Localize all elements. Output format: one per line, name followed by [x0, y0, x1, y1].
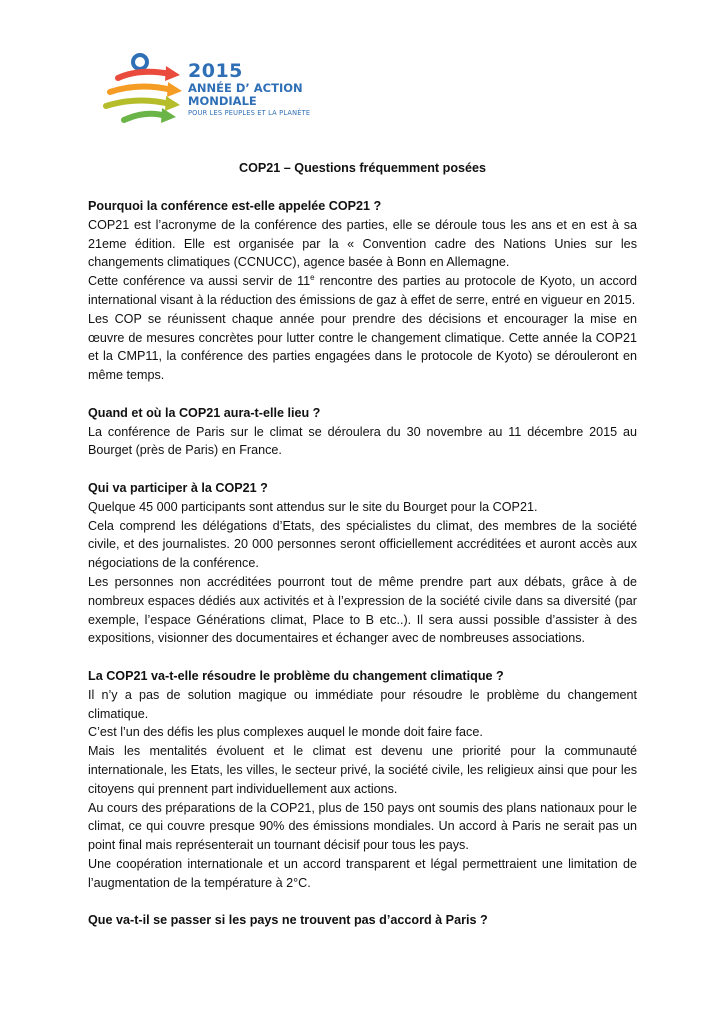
faq-paragraph: C’est l’un des défis les plus complexes auquel le monde doit faire face. [88, 725, 483, 740]
faq-paragraph: Au cours des préparations de la COP21, plus de 150 pays ont soumis des plans nationaux pour le climat, ce qui couvre presque 90% des émissions mondiales. Un accord à Paris ne serait pas un point final mais représenterait un tournant décisif pour tous les pays. [88, 800, 637, 853]
faq-section [88, 479, 637, 648]
faq-paragraph [88, 272, 637, 310]
faq-paragraph: Les personnes non accréditées pourront tout de même prendre part aux débats, grâce à de nombreux espaces dédiés aux activités et à l’expression de la société civile dans sa diversité (par exemple, l’espace Générations climat, Place to B etc..). Il sera aussi possible d’assister à des expositions, visionner des documentaires et échanger avec de nombreuses associations. [88, 574, 637, 646]
faq-paragraph: Une coopération internationale et un accord transparent et légal permettraient une limitation de l’augmentation de la température à 2°C. [88, 856, 637, 890]
faq-question: Qui va participer à la COP21 ? [88, 480, 268, 495]
cop21-logo [100, 52, 340, 132]
logo-line-1: ANNÉE D’ ACTION [188, 81, 303, 95]
ordinal-superscript: e [310, 273, 315, 282]
logo-arrows-icon [100, 52, 190, 132]
paragraph-text: rencontre des parties au protocole de Kyoto, un accord international visant à la réduction des émissions de gaz à effet de serre, entré en vigueur en 2015. [88, 274, 637, 307]
faq-question: La COP21 va-t-elle résoudre le problème du changement climatique ? [88, 668, 504, 683]
faq-section [88, 911, 637, 930]
faq-paragraph: Mais les mentalités évoluent et le climat est devenu une priorité pour la communauté internationale, les Etats, les villes, le secteur privé, la société civile, les religieux ainsi que pour les citoyens qui prennent part individuellement aux actions. [88, 744, 637, 796]
document-title: COP21 – Questions fréquemment posées [238, 161, 487, 175]
faq-paragraph: La conférence de Paris sur le climat se déroulera du 30 novembre au 11 décembre 2015 au Bourget (près de Paris) en France. [88, 424, 637, 458]
faq-paragraph: Quelque 45 000 participants sont attendus sur le site du Bourget pour la COP21. [88, 499, 538, 514]
faq-paragraph: Il n’y a pas de solution magique ou immédiate pour résoudre le problème du changement climatique. [88, 687, 637, 721]
logo-text [188, 62, 310, 117]
faq-question: Que va-t-il se passer si les pays ne trouvent pas d’accord à Paris ? [88, 913, 488, 928]
faq-question: Pourquoi la conférence est-elle appelée COP21 ? [88, 199, 382, 213]
paragraph-text: Cette conférence va aussi servir de 11 [88, 274, 311, 289]
faq-section [88, 667, 637, 893]
faq-section [88, 404, 637, 460]
faq-question: Quand et où la COP21 aura-t-elle lieu ? [88, 405, 321, 420]
logo-line-3: POUR LES PEUPLES ET LA PLANÈTE [188, 109, 311, 117]
logo-year: 2015 [188, 60, 243, 82]
logo-line-2: MONDIALE [188, 93, 257, 108]
faq-section [88, 197, 637, 385]
faq-paragraph: COP21 est l’acronyme de la conférence des parties, elle se déroule tous les ans et en est à sa 21eme édition. Elle est organisée par la « Convention cadre des Nations Unies sur les changements climatiques (CCNUCC), agence basée à Bonn en Allemagne. [88, 217, 637, 270]
faq-content [88, 197, 637, 949]
faq-paragraph: Les COP se réunissent chaque année pour prendre des décisions et encourager la mise en œuvre de mesures concrètes pour lutter contre le changement climatique. Cette année la COP21 et la CMP11, la conférence des parties engagées dans le protocole de Kyoto) se dérouleront en même temps. [88, 311, 637, 383]
faq-paragraph: Cela comprend les délégations d’Etats, des spécialistes du climat, des membres de la société civile, et des journalistes. 20 000 personnes seront officiellement accréditées et auront accès aux négociations de la conférence. [88, 518, 637, 571]
